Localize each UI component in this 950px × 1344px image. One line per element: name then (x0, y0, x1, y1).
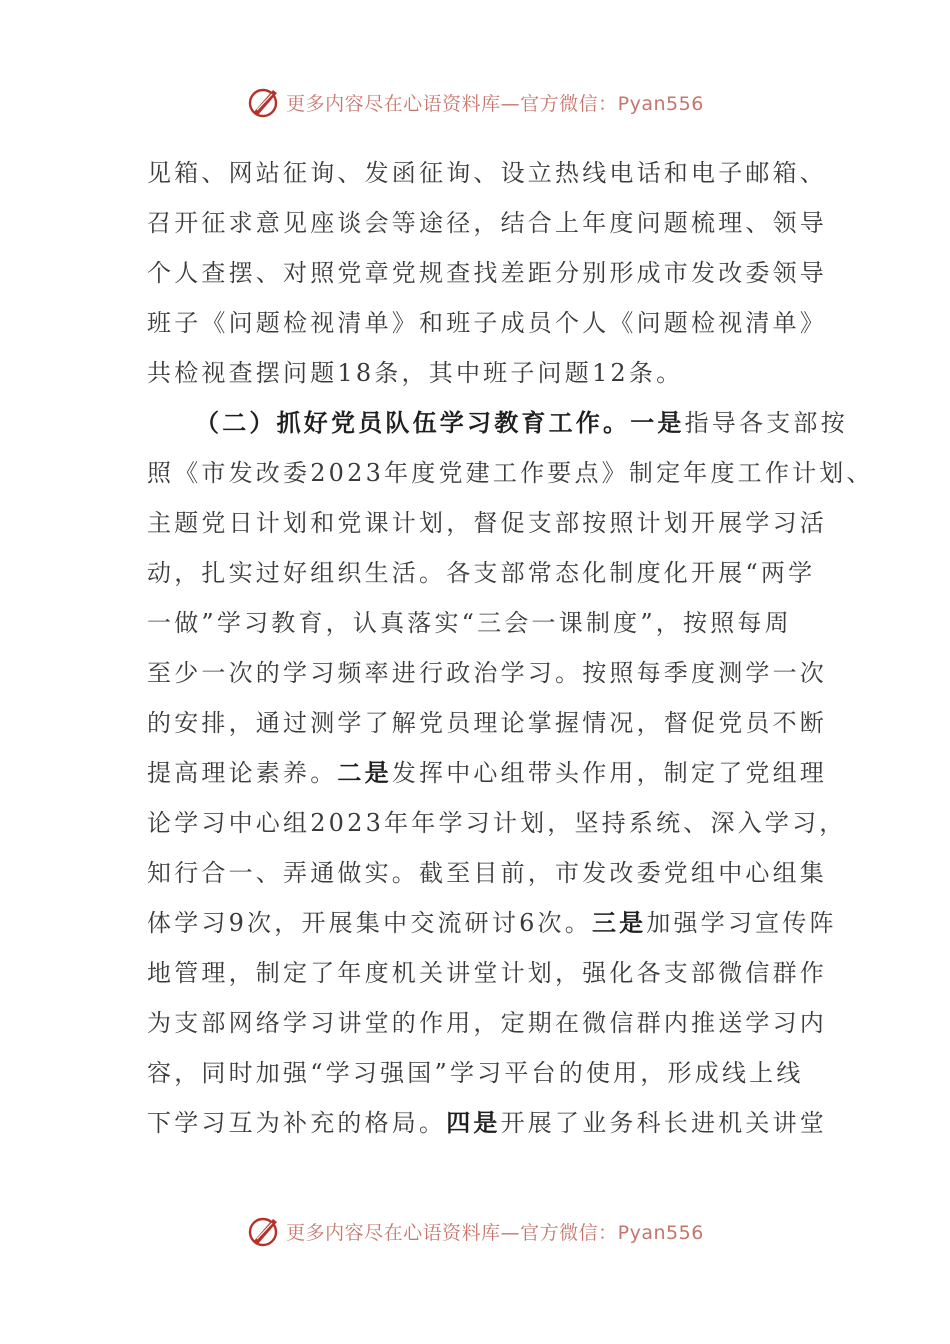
section-heading-line: （二）抓好党员队伍学习教育工作。一是指导各支部按 (195, 408, 848, 437)
text-line: 动，扎实过好组织生活。各支部常态化制度化开展“两学 (147, 559, 816, 587)
watermark-text (286, 89, 704, 116)
text-line: 知行合一、弄通做实。截至目前，市发改委党组中心组集 (147, 859, 827, 887)
watermark-text (286, 1218, 704, 1245)
text-line: 为支部网络学习讲堂的作用，定期在微信群内推送学习内 (147, 1009, 827, 1037)
text-line: 下学习互为补充的格局。四是开展了业务科长进机关讲堂 (147, 1108, 828, 1137)
text-line: 见箱、网站征询、发函征询、设立热线电话和电子邮箱、 (147, 159, 827, 187)
document-body (147, 148, 874, 1148)
text-line: 体学习9次，开展集中交流研讨6次。三是加强学习宣传阵 (147, 908, 837, 937)
point-label: 一是 (630, 408, 685, 437)
text-line: 召开征求意见座谈会等途径，结合上年度问题梳理、领导 (147, 209, 827, 237)
watermark-label: 更多内容尽在心语资料库—官方微信： (286, 1221, 618, 1244)
text-line: 至少一次的学习频率进行政治学习。按照每季度测学一次 (147, 659, 827, 687)
quill-logo-icon (246, 1213, 282, 1249)
text-line: 班子《问题检视清单》和班子成员个人《问题检视清单》 (147, 309, 827, 337)
point-label: 三是 (591, 908, 647, 937)
text-line: 的安排，通过测学了解党员理论掌握情况，督促党员不断 (147, 709, 827, 737)
text-line: 一做”学习教育，认真落实“三会一课制度”，按照每周 (147, 609, 792, 637)
text-line: 地管理，制定了年度机关讲堂计划，强化各支部微信群作 (147, 959, 827, 987)
text-line: 照《市发改委2023年度党建工作要点》制定年度工作计划、 (147, 459, 874, 487)
text-line: 容，同时加强“学习强国”学习平台的使用，形成线上线 (147, 1059, 804, 1087)
text-line: 共检视查摆问题18条，其中班子问题12条。 (147, 359, 684, 387)
text-line: 提高理论素养。二是发挥中心组带头作用，制定了党组理 (147, 758, 828, 787)
quill-logo-icon (246, 84, 282, 120)
point-label: 四是 (446, 1108, 501, 1137)
text-line: 个人查摆、对照党章党规查找差距分别形成市发改委领导 (147, 259, 827, 287)
footer-watermark (0, 1211, 950, 1251)
text-line: 论学习中心组2023年年学习计划，坚持系统、深入学习， (147, 809, 847, 837)
point-label: 二是 (337, 758, 392, 787)
header-watermark (0, 82, 950, 122)
section-heading: （二）抓好党员队伍学习教育工作。 (195, 408, 631, 437)
text-line: 主题党日计划和党课计划，督促支部按照计划开展学习活 (147, 509, 827, 537)
wechat-id: Pyan556 (617, 92, 704, 115)
wechat-id: Pyan556 (617, 1221, 704, 1244)
watermark-label: 更多内容尽在心语资料库—官方微信： (286, 92, 618, 115)
